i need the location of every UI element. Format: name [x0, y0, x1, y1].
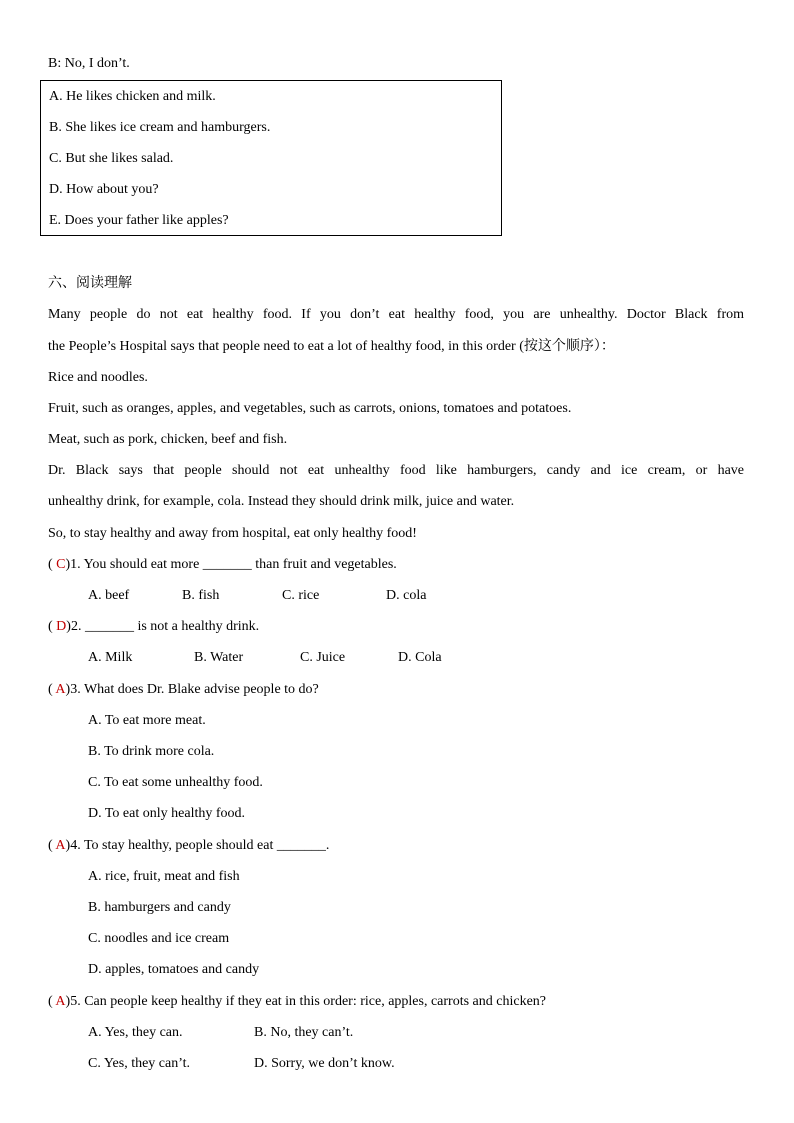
option: A. Milk [88, 650, 133, 665]
question-paren: ( [48, 619, 53, 634]
passage-line: Dr. Black says that people should not eat unhealthy food like hamburgers, candy and ice cream, or have [48, 463, 744, 478]
option: A. Yes, they can. [88, 1025, 183, 1040]
option: A. beef [88, 588, 130, 603]
answer-mark: D [56, 619, 67, 634]
question-stem: )3. What does Dr. Blake advise people to do? [65, 682, 319, 697]
question-stem: )1. You should eat more _______ than fruit and vegetables. [65, 557, 397, 572]
passage-line: the People’s Hospital says that people need to eat a lot of healthy food, in this order (按这个顺序）： [48, 339, 615, 354]
option: D. Cola [398, 650, 442, 665]
section-title: 六、阅读理解 [48, 275, 132, 291]
box-option-d: D. How about you? [49, 182, 159, 197]
option: C. To eat some unhealthy food. [88, 775, 263, 790]
question-paren: ( [48, 838, 53, 853]
option: B. fish [182, 588, 220, 603]
question-3 [48, 681, 319, 699]
option: D. cola [386, 588, 427, 603]
answer-mark: A [55, 838, 66, 853]
question-1 [48, 556, 397, 574]
passage-list-item: Meat, such as pork, chicken, beef and fish. [48, 432, 288, 447]
question-paren: ( [48, 557, 53, 572]
option: B. To drink more cola. [88, 744, 215, 759]
option: A. To eat more meat. [88, 713, 206, 728]
question-paren: ( [48, 994, 53, 1009]
option: B. No, they can’t. [254, 1025, 354, 1040]
question-stem: )2. _______ is not a healthy drink. [66, 619, 260, 634]
passage-list-item: Fruit, such as oranges, apples, and vegetables, such as carrots, onions, tomatoes and potatoes. [48, 401, 572, 416]
option: B. hamburgers and candy [88, 900, 231, 915]
passage-list-item: Rice and noodles. [48, 370, 148, 385]
answer-mark: C [56, 557, 66, 572]
question-stem: )5. Can people keep healthy if they eat in this order: rice, apples, carrots and chicken? [65, 994, 547, 1009]
question-2 [48, 618, 259, 636]
option: D. Sorry, we don’t know. [254, 1056, 395, 1071]
question-4 [48, 837, 329, 855]
option: C. Juice [300, 650, 346, 665]
option: C. Yes, they can’t. [88, 1056, 191, 1071]
box-option-e: E. Does your father like apples? [49, 213, 229, 228]
option: C. noodles and ice cream [88, 931, 230, 946]
question-paren: ( [48, 682, 53, 697]
question-5 [48, 993, 546, 1011]
answer-mark: A [55, 994, 66, 1009]
option: D. apples, tomatoes and candy [88, 962, 260, 977]
option: C. rice [282, 588, 320, 603]
options-box [40, 80, 502, 236]
passage-line: unhealthy drink, for example, cola. Instead they should drink milk, juice and water. [48, 494, 515, 509]
option: A. rice, fruit, meat and fish [88, 869, 240, 884]
passage-line: Many people do not eat healthy food. If you don’t eat healthy food, you are unhealthy. Doctor Black from [48, 307, 744, 322]
box-option-a: A. He likes chicken and milk. [49, 89, 216, 104]
box-option-c: C. But she likes salad. [49, 151, 174, 166]
question-stem: )4. To stay healthy, people should eat _______. [65, 838, 330, 853]
dialogue-line: B: No, I don’t. [48, 56, 130, 71]
option: B. Water [194, 650, 244, 665]
answer-mark: A [55, 682, 66, 697]
box-option-b: B. She likes ice cream and hamburgers. [49, 120, 271, 135]
passage-line: So, to stay healthy and away from hospital, eat only healthy food! [48, 526, 417, 541]
option: D. To eat only healthy food. [88, 806, 246, 821]
